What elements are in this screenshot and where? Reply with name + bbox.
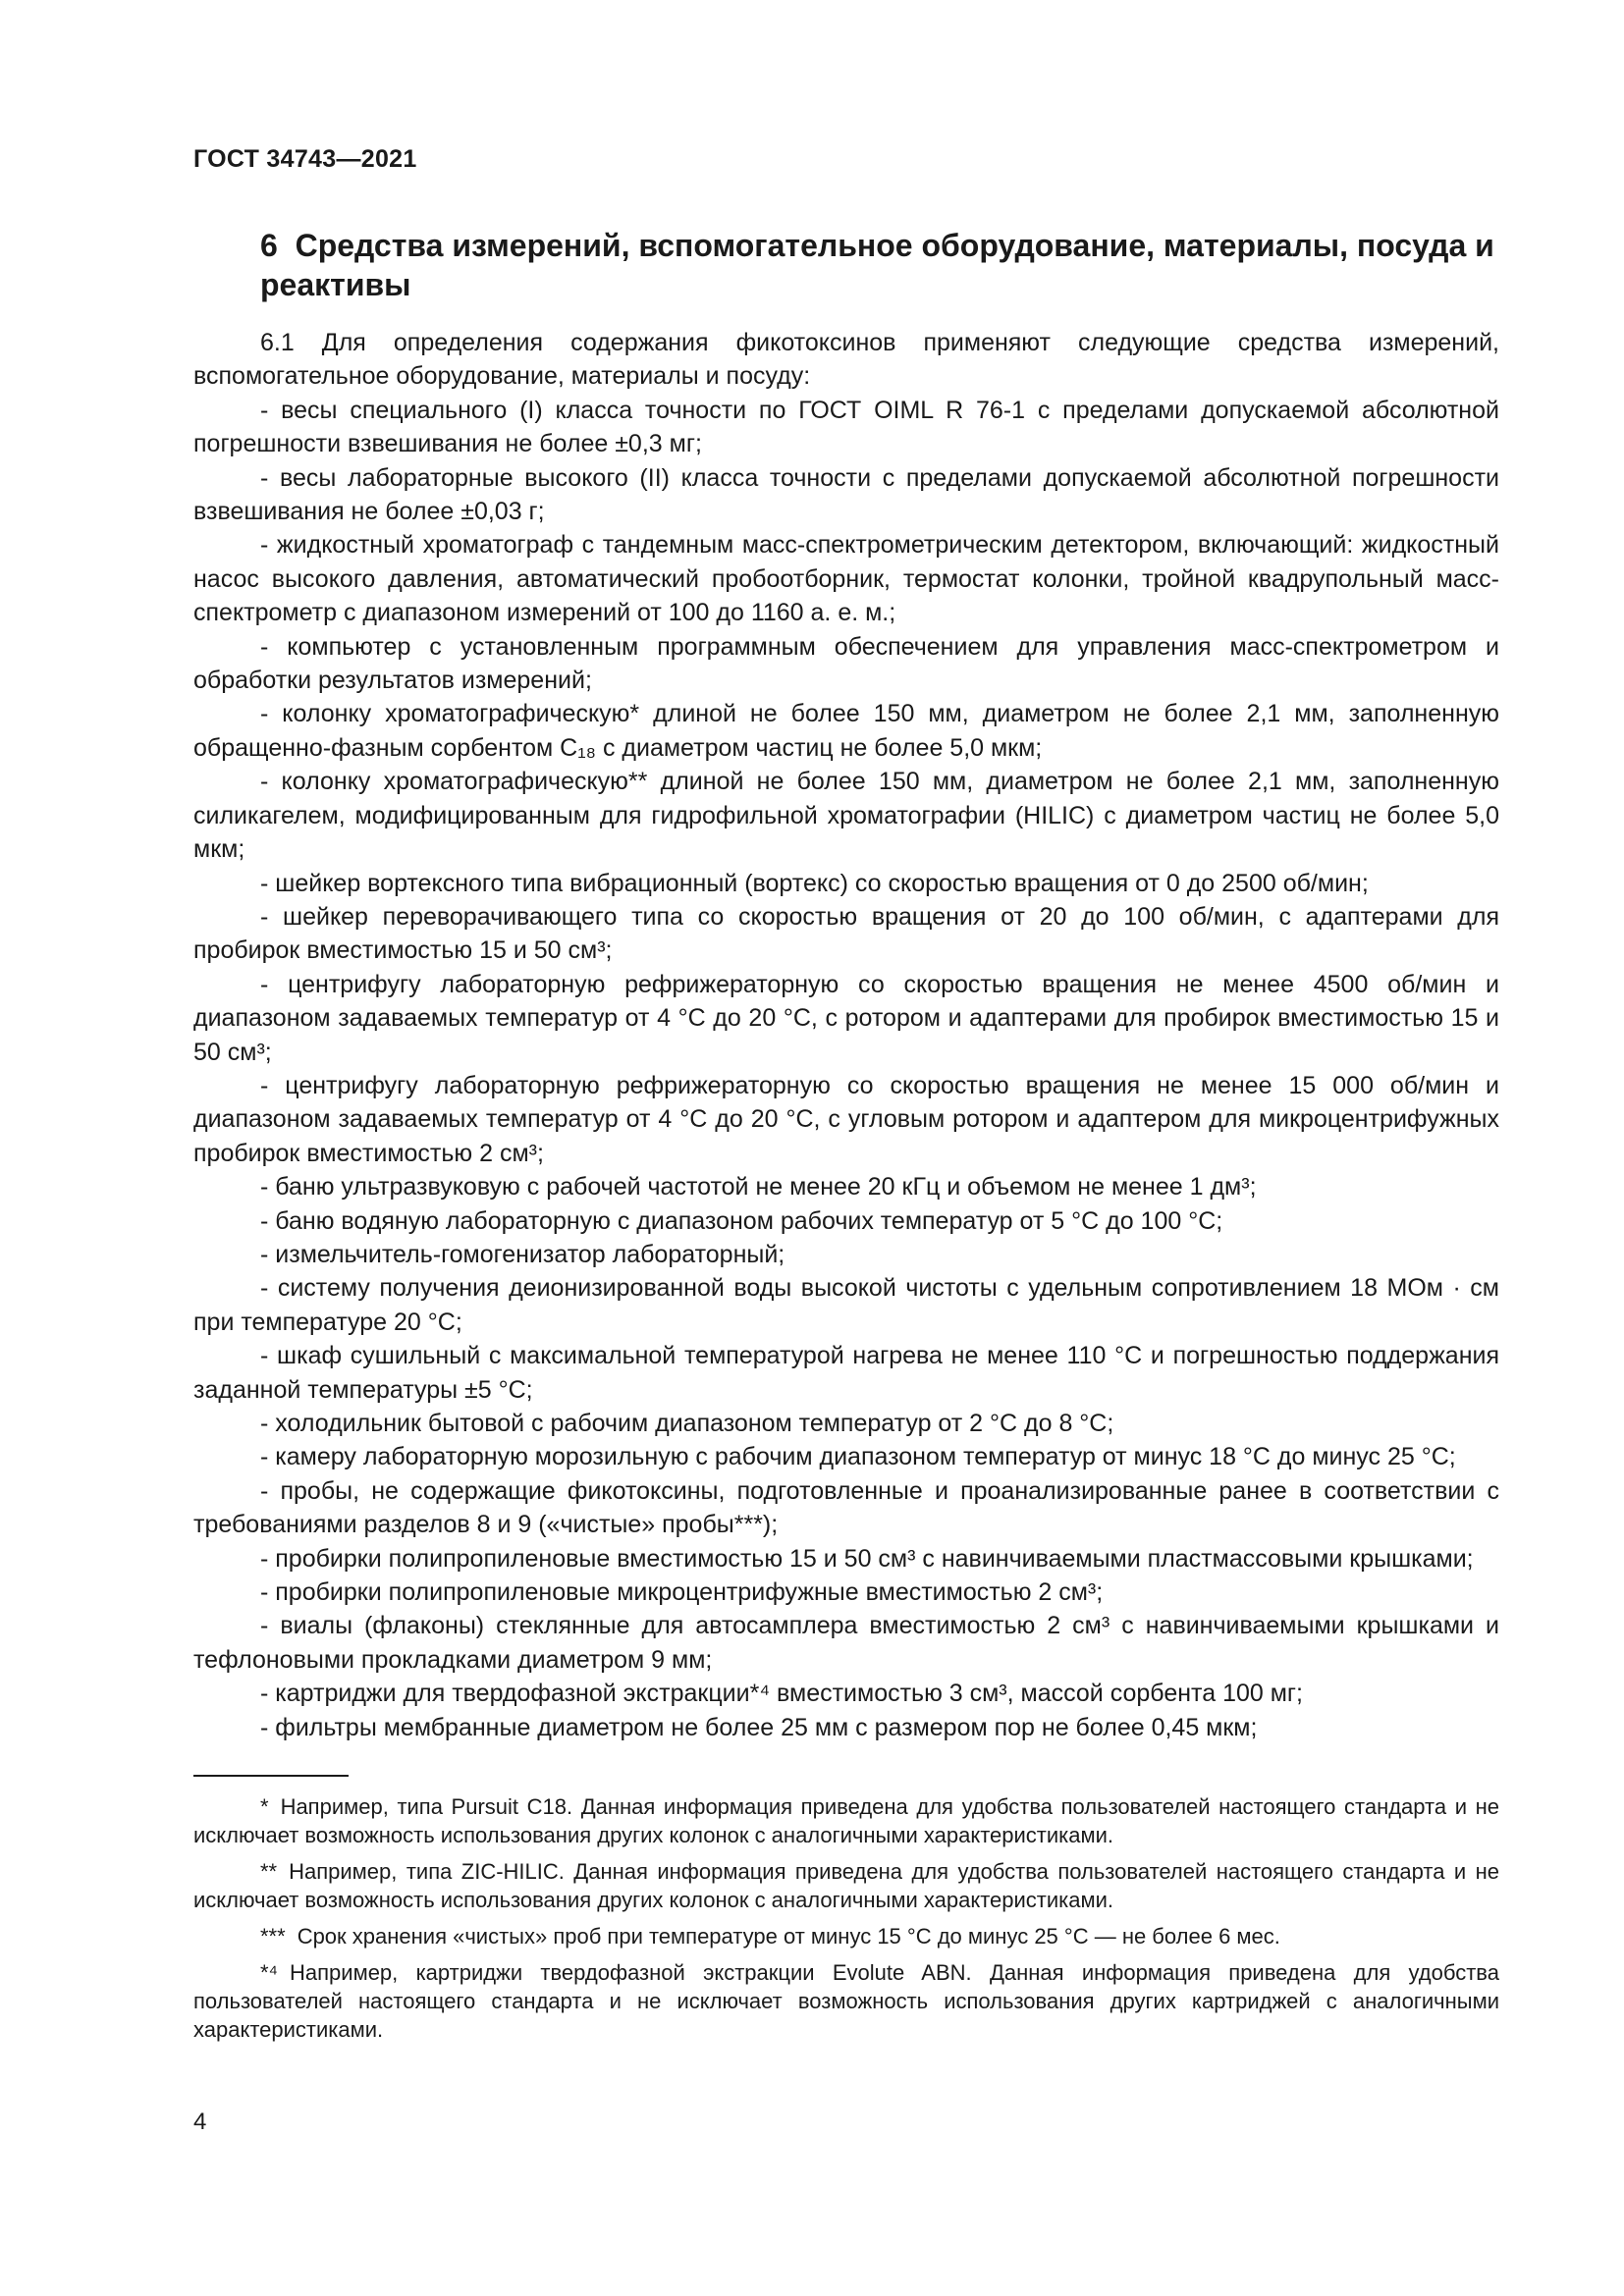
footnote-mark: *	[260, 1794, 269, 1819]
footnote-text: Срок хранения «чистых» проб при температуре от минус 15 °С до минус 25 °С — не более 6 мес.	[297, 1924, 1280, 1949]
list-item: - пробирки полипропиленовые микроцентрифужные вместимостью 2 см³;	[260, 1578, 1104, 1607]
list-item: - жидкостный хроматограф с тандемным масс-спектрометрическим детектором, включающий: жидкостный насос высокого давления, автоматический пробоотборник, термостат колонки, тройной квадрупольный масс-спектрометр с диапазоном измерений от 100 до 1160 а. е. м.;	[193, 531, 1499, 627]
list-item: - шейкер вортексного типа вибрационный (вортекс) со скоростью вращения от 0 до 2500 об/мин;	[260, 869, 1369, 897]
list-item: - виалы (флаконы) стеклянные для автосамплера вместимостью 2 см³ с навинчиваемыми крышками и тефлоновыми прокладками диаметром 9 мм;	[193, 1612, 1499, 1674]
section-number: 6	[260, 228, 278, 263]
list-item: - колонку хроматографическую** длиной не более 150 мм, диаметром не более 2,1 мм, заполненную силикагелем, модифицированным для гидрофильной хроматографии (HILIC) с диаметром частиц не более 5,0 мкм;	[193, 768, 1499, 864]
footnote-separator	[193, 1775, 349, 1777]
list-item: - центрифугу лабораторную рефрижераторную со скоростью вращения не менее 4500 об/мин и диапазоном задаваемых температур от 4 °С до 20 °С, с ротором и адаптерами для пробирок вместимостью 15 и 50 см³;	[193, 970, 1499, 1066]
footnotes	[193, 1792, 1499, 2052]
document-header: ГОСТ 34743—2021	[193, 145, 417, 173]
footnote	[193, 1857, 1499, 1914]
list-item: - весы специального (I) класса точности по ГОСТ OIML R 76-1 с пределами допускаемой абсолютной погрешности взвешивания не более ±0,3 мг;	[193, 396, 1499, 458]
section-title: Средства измерений, вспомогательное оборудование, материалы, посуда и реактивы	[260, 228, 1494, 302]
list-item: - компьютер с установленным программным обеспечением для управления масс-спектрометром и обработки результатов измерений;	[193, 632, 1499, 695]
list-item: - пробы, не содержащие фикотоксины, подготовленные и проанализированные ранее в соответствии с требованиями разделов 8 и 9 («чистые» пробы***);	[193, 1476, 1499, 1539]
footnote	[193, 1922, 1499, 1950]
list-item: - центрифугу лабораторную рефрижераторную со скоростью вращения не менее 15 000 об/мин и диапазоном задаваемых температур от 4 °С до 20 °С, с угловым ротором и адаптером для микроцентрифужных пробирок вместимостью 2 см³;	[193, 1071, 1499, 1167]
list-item: - измельчитель-гомогенизатор лабораторный;	[260, 1240, 785, 1268]
list-item: - шкаф сушильный с максимальной температурой нагрева не менее 110 °С и погрешностью поддержания заданной температуры ±5 °С;	[193, 1342, 1499, 1404]
list-item: - холодильник бытовой с рабочим диапазоном температур от 2 °С до 8 °С;	[260, 1410, 1114, 1437]
list-item: - фильтры мембранные диаметром не более 25 мм с размером пор не более 0,45 мкм;	[260, 1713, 1258, 1741]
list-item: - весы лабораторные высокого (II) класса точности с пределами допускаемой абсолютной погрешности взвешивания не более ±0,03 г;	[193, 463, 1499, 526]
body-text	[193, 326, 1499, 1744]
footnote-text: Например, типа Pursuit C18. Данная информация приведена для удобства пользователей настоящего стандарта и не исключает возможность использования других колонок с аналогичными характеристиками.	[193, 1794, 1499, 1847]
section-heading	[260, 226, 1527, 304]
list-item: - колонку хроматографическую* длиной не более 150 мм, диаметром не более 2,1 мм, заполненную обращенно-фазным сорбентом C₁₈ с диаметром частиц не более 5,0 мкм;	[193, 700, 1499, 762]
list-item: - систему получения деионизированной воды высокой чистоты с удельным сопротивлением 18 МОм · см при температуре 20 °С;	[193, 1274, 1499, 1336]
list-item: - камеру лабораторную морозильную с рабочим диапазоном температур от минус 18 °С до минус 25 °С;	[260, 1443, 1456, 1471]
list-item: - баню ультразвуковую с рабочей частотой не менее 20 кГц и объемом не менее 1 дм³;	[260, 1173, 1257, 1201]
list-item: - пробирки полипропиленовые вместимостью 15 и 50 см³ с навинчиваемыми пластмассовыми крышками;	[260, 1544, 1474, 1573]
page-number: 4	[193, 2109, 207, 2135]
list-item: - картриджи для твердофазной экстракции*⁴ вместимостью 3 см³, массой сорбента 100 мг;	[260, 1680, 1303, 1708]
list-item: - шейкер переворачивающего типа со скоростью вращения от 20 до 100 об/мин, с адаптерами для пробирок вместимостью 15 и 50 см³;	[193, 902, 1499, 965]
footnote-mark: **	[260, 1859, 278, 1884]
footnote-mark: ***	[260, 1924, 286, 1949]
footnote-text: Например, картриджи твердофазной экстракции Evolute ABN. Данная информация приведена для удобства пользователей настоящего стандарта и не исключает возможность использования других картриджей с аналогичными характеристиками.	[193, 1960, 1499, 2042]
list-item: - баню водяную лабораторную с диапазоном рабочих температур от 5 °С до 100 °С;	[260, 1206, 1223, 1235]
footnote-text: Например, типа ZIC-HILIC. Данная информация приведена для удобства пользователей настоящего стандарта и не исключает возможность использования других колонок с аналогичными характеристиками.	[193, 1859, 1499, 1912]
footnote	[193, 1792, 1499, 1849]
paragraph-intro: 6.1 Для определения содержания фикотоксинов применяют следующие средства измерений, вспомогательное оборудование, материалы и посуду:	[193, 329, 1499, 391]
footnote	[193, 1958, 1499, 2044]
footnote-mark: *⁴	[260, 1960, 279, 1985]
